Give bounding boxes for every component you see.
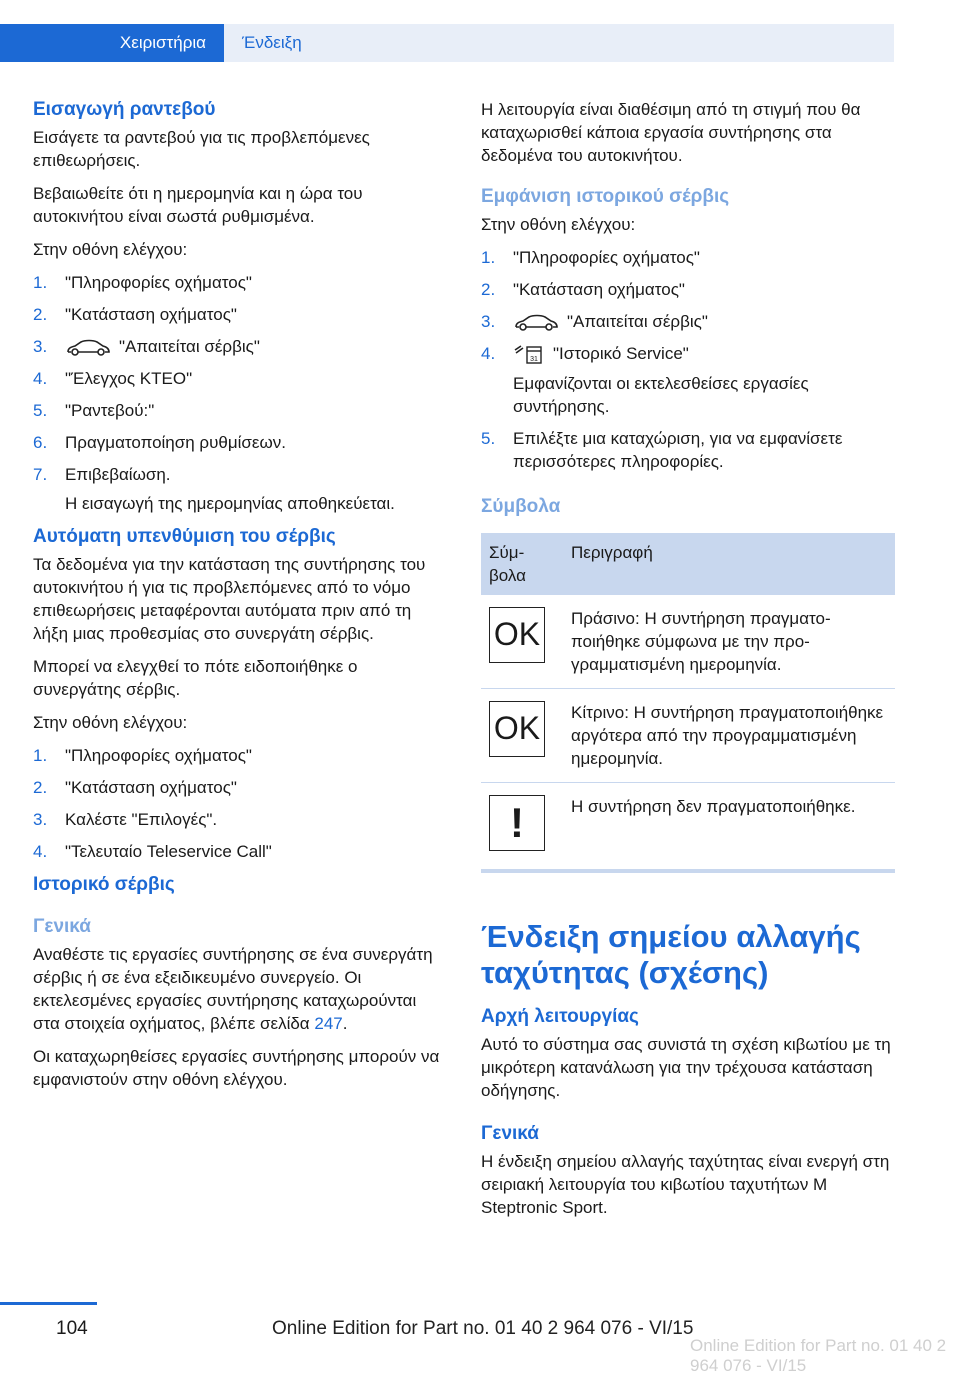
- paragraph: Στην οθόνη ελέγχου:: [33, 240, 188, 259]
- right-column: [481, 98, 893, 1229]
- list-item: 1. "Πληροφορίες οχήματος": [33, 273, 252, 292]
- symbols-heading: Σύμβολα: [481, 495, 561, 517]
- page-header: [0, 0, 960, 62]
- paragraph: Τα δεδομένα για την κατάσταση της συντήρησης του αυτοκινήτου ή για τις προβλεπόμενες από το νόμο επιθεωρήσεις μεταφέρονται αυτόματα πριν από τη λήξη μιας προθεσμίας στο συνεργάτη σέρβις.: [33, 555, 426, 643]
- paragraph: Η λειτουργία είναι διαθέσιμη από τη στιγμή που θα καταχωρισθεί κάποια εργασία συντήρησης στα δεδομένα του αυτοκινήτου.: [481, 100, 861, 165]
- car-icon: [65, 338, 111, 358]
- table-header-description: Περιγραφή: [563, 533, 895, 595]
- list-item: 6. Πραγματοποίηση ρυθμίσεων.: [33, 433, 286, 452]
- list-item: 4. 31 "Ιστορικό Service" Εμφανίζονται οι εκτελεσθείσες εργασίες συντήρησης.: [481, 342, 893, 418]
- service-calendar-icon: [513, 344, 545, 366]
- list-item: 7. Επιβεβαίωση. Η εισαγωγή της ημερομηνίας αποθηκεύεται.: [33, 463, 445, 515]
- table-cell-description: Πράσινο: Η συντήρηση πραγματοποιήθηκε σύμφωνα με την προγραμματισμένη ημερομηνία.: [563, 595, 895, 689]
- step-note: Εμφανίζονται οι εκτελεσθείσες εργασίες συντήρησης.: [513, 373, 809, 416]
- list-item: 1. "Πληροφορίες οχήματος": [33, 746, 252, 765]
- steps-list: [481, 246, 893, 473]
- general-heading: Γενικά: [481, 1122, 539, 1144]
- paragraph: Οι καταχωρηθείσες εργασίες συντήρησης μπορούν να εμφανιστούν στην οθόνη ελέγχου.: [33, 1047, 440, 1089]
- general-subheading: Γενικά: [33, 916, 91, 937]
- table-header-row: [481, 533, 895, 595]
- service-history-heading: Ιστορικό σέρβις: [33, 874, 175, 895]
- header-section-tab[interactable]: Χειριστήρια: [0, 24, 224, 62]
- function-principle-heading: Αρχή λειτουργίας: [481, 1005, 639, 1027]
- auto-reminder-heading: Αυτόματη υπενθύμιση του σέρβις: [33, 526, 336, 547]
- watermark: Online Edition for Part no. 01 40 2 964 076 - VI/15: [690, 1336, 947, 1375]
- appointment-heading: Εισαγωγή ραντεβού: [33, 99, 216, 120]
- step-note: Η εισαγωγή της ημερομηνίας αποθηκεύεται.: [65, 494, 395, 513]
- left-column: [33, 98, 445, 1101]
- paragraph: Στην οθόνη ελέγχου:: [33, 713, 188, 732]
- steps-list: [33, 271, 445, 515]
- list-item: 2. "Κατάσταση οχήματος": [481, 280, 685, 299]
- list-item: 3. "Απαιτείται σέρβις": [33, 337, 260, 356]
- table-header-symbols: Σύμβολα: [481, 533, 563, 595]
- list-item: 2. "Κατάσταση οχήματος": [33, 778, 237, 797]
- paragraph: Η ένδειξη σημείου αλλαγής ταχύτητας είναι ενεργή στη σειριακή λειτουργία του κιβωτίου ταχυτήτων M Steptronic Sport.: [481, 1151, 890, 1217]
- ok-green-symbol: OK: [489, 607, 545, 663]
- list-item: 5. Επιλέξτε μια καταχώριση, για να εμφανίσετε περισσότερες πληροφορίες.: [481, 428, 843, 471]
- paragraph: Βεβαιωθείτε ότι η ημερομηνία και η ώρα του αυτοκινήτου είναι σωστά ρυθμισμένα.: [33, 184, 363, 226]
- table-row: [481, 688, 895, 782]
- list-item: 3. "Απαιτείται σέρβις": [481, 312, 708, 331]
- page-number: 104: [56, 1318, 88, 1339]
- list-item: 1. "Πληροφορίες οχήματος": [481, 248, 700, 267]
- list-item: 3. Καλέστε "Επιλογές".: [33, 810, 218, 829]
- table-bottom-rule: [481, 869, 895, 873]
- table-cell-description: Κίτρινο: Η συντήρηση πραγματοποιήθηκε αργότερα από την προγραμματισμένη ημερομηνία.: [563, 688, 895, 782]
- table-row: [481, 782, 895, 863]
- view-history-heading: Εμφάνιση ιστορικού σέρβις: [481, 186, 730, 207]
- list-item: 5. "Ραντεβού:": [33, 401, 155, 420]
- header-subsection-tab[interactable]: Ένδειξη: [224, 24, 894, 62]
- table-row: [481, 595, 895, 689]
- steps-list: [33, 744, 445, 863]
- footer-rule: [0, 1302, 97, 1305]
- paragraph: Μπορεί να ελεγχθεί το πότε ειδοποιήθηκε ο συνεργάτης σέρβις.: [33, 657, 358, 699]
- table-cell-description: Η συντήρηση δεν πραγματοποιήθηκε.: [571, 796, 856, 816]
- shift-indicator-title: Ένδειξη σημείου αλλαγής ταχύτητας (σχέσης): [481, 918, 861, 990]
- paragraph: Αναθέστε τις εργασίες συντήρησης σε ένα συνεργάτη σέρβις ή σε ένα εξειδικευμένο συνεργείο. Οι εκτελεσμένες εργασίες συντήρησης καταχωρούνται στα στοιχεία οχήματος, βλέπε σελίδα 247.: [33, 945, 433, 1033]
- paragraph: Αυτό το σύστημα σας συνιστά τη σχέση κιβωτίου με τη μικρότερη κατανάλωση για την τρέχουσα κατάσταση οδήγησης.: [481, 1034, 891, 1100]
- list-item: 2. "Κατάσταση οχήματος": [33, 305, 237, 324]
- edition-text: Online Edition for Part no. 01 40 2 964 076 - VI/15: [272, 1318, 694, 1339]
- warning-exclamation-symbol: !: [489, 795, 545, 851]
- list-item: 4. "Τελευταίο Teleservice Call": [33, 842, 272, 861]
- ok-yellow-symbol: OK: [489, 701, 545, 757]
- car-icon: [513, 313, 559, 333]
- paragraph: Στην οθόνη ελέγχου:: [481, 215, 636, 234]
- calendar-day: 31: [530, 355, 538, 363]
- paragraph: Εισάγετε τα ραντεβού για τις προβλεπόμενες επιθεωρήσεις.: [33, 128, 370, 170]
- symbols-table: [481, 533, 895, 863]
- list-item: 4. "Έλεγχος ΚΤΕΟ": [33, 369, 193, 388]
- page-link[interactable]: 247: [314, 1014, 343, 1033]
